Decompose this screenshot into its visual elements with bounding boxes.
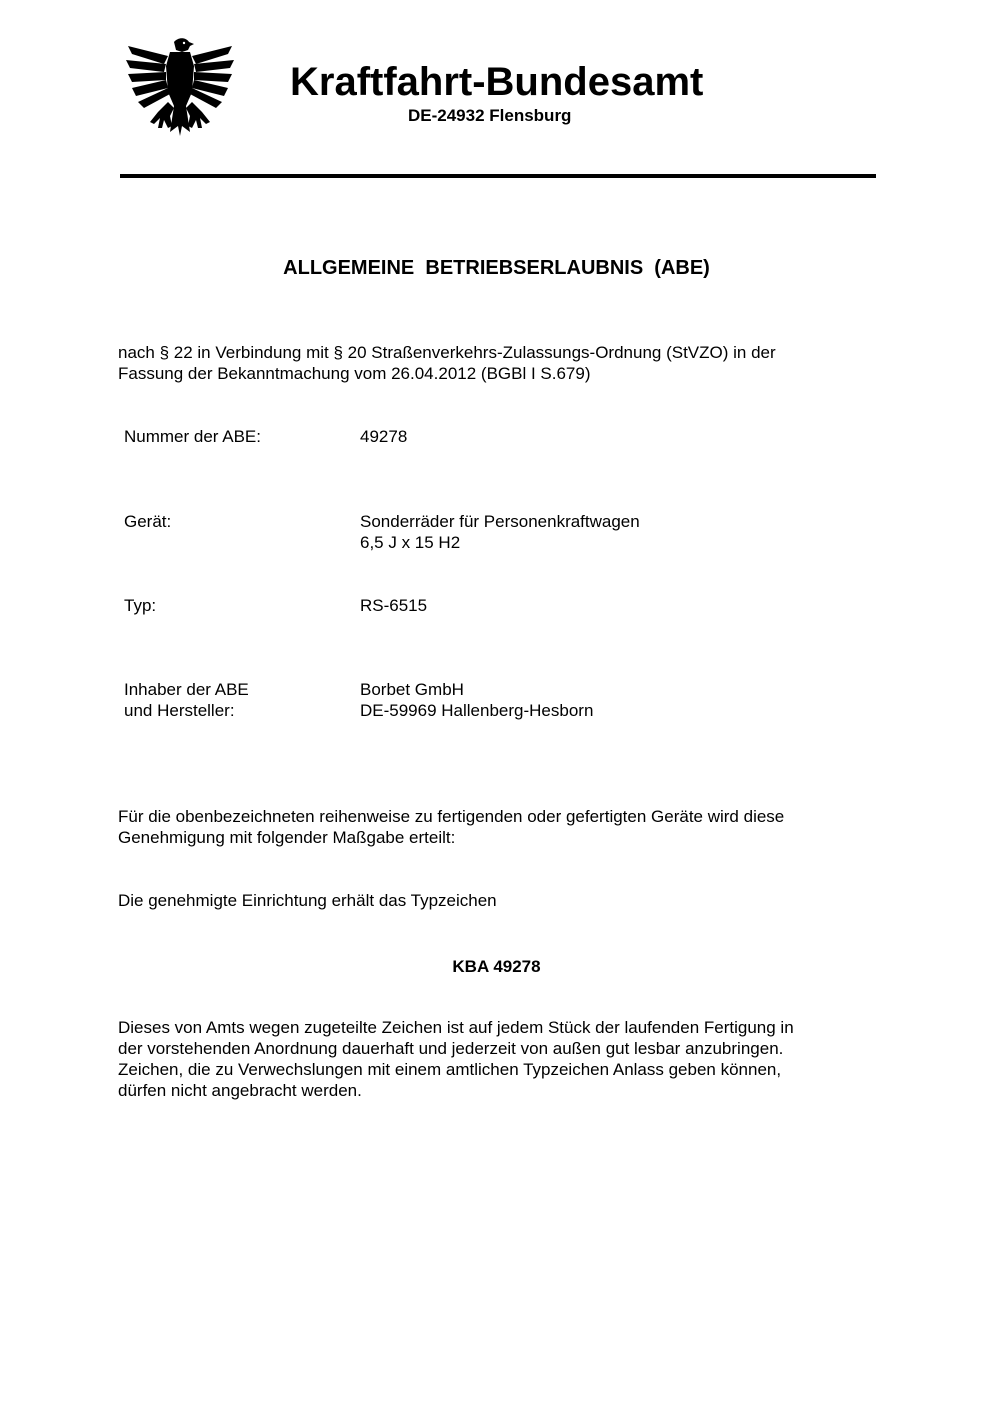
- document-title: ALLGEMEINE BETRIEBSERLAUBNIS (ABE): [283, 257, 710, 279]
- marking-rules-line: dürfen nicht angebracht werden.: [118, 1081, 362, 1100]
- marking-rules-line: der vorstehenden Anordnung dauerhaft und jederzeit von außen gut lesbar anzubringen.: [118, 1039, 784, 1058]
- legal-basis-line: Fassung der Bekanntmachung vom 26.04.2012 (BGBl I S.679): [118, 364, 591, 383]
- marking-rules-line: Zeichen, die zu Verwechslungen mit einem amtlichen Typzeichen Anlass geben können,: [118, 1060, 782, 1079]
- device-value-line: Sonderräder für Personenkraftwagen: [360, 512, 640, 531]
- organization-address: DE-24932 Flensburg: [408, 106, 572, 125]
- approval-line: Genehmigung mit folgender Maßgabe erteilt:: [118, 828, 456, 847]
- holder-label-line: und Hersteller:: [124, 701, 235, 720]
- federal-eagle-icon: [124, 36, 236, 140]
- abe-number-label: Nummer der ABE:: [124, 427, 261, 446]
- approval-line: Für die obenbezeichneten reihenweise zu fertigenden oder gefertigten Geräte wird diese: [118, 807, 785, 826]
- approval-paragraph: [118, 806, 858, 848]
- holder-label: [124, 679, 249, 721]
- organization-title: Kraftfahrt-Bundesamt: [290, 60, 704, 104]
- legal-basis-paragraph: [118, 342, 858, 384]
- typemark-intro-line: Die genehmigte Einrichtung erhält das Typzeichen: [118, 891, 497, 910]
- holder-label-line: Inhaber der ABE: [124, 680, 249, 699]
- holder-value-line: DE-59969 Hallenberg-Hesborn: [360, 701, 594, 720]
- holder-value-line: Borbet GmbH: [360, 680, 464, 699]
- device-value-line: 6,5 J x 15 H2: [360, 533, 461, 552]
- marking-rules-line: Dieses von Amts wegen zugeteilte Zeichen ist auf jedem Stück der laufenden Fertigung in: [118, 1018, 794, 1037]
- abe-number-value: 49278: [360, 427, 408, 446]
- header-divider: [120, 174, 876, 178]
- device-value: [360, 511, 640, 553]
- marking-rules-paragraph: [118, 1017, 858, 1101]
- type-value: RS-6515: [360, 596, 428, 615]
- device-label: Gerät:: [124, 512, 172, 531]
- type-label: Typ:: [124, 596, 157, 615]
- holder-value: [360, 679, 593, 721]
- type-mark: KBA 49278: [452, 957, 541, 976]
- typemark-intro: [118, 890, 858, 911]
- legal-basis-line: nach § 22 in Verbindung mit § 20 Straßenverkehrs-Zulassungs-Ordnung (StVZO) in der: [118, 343, 776, 362]
